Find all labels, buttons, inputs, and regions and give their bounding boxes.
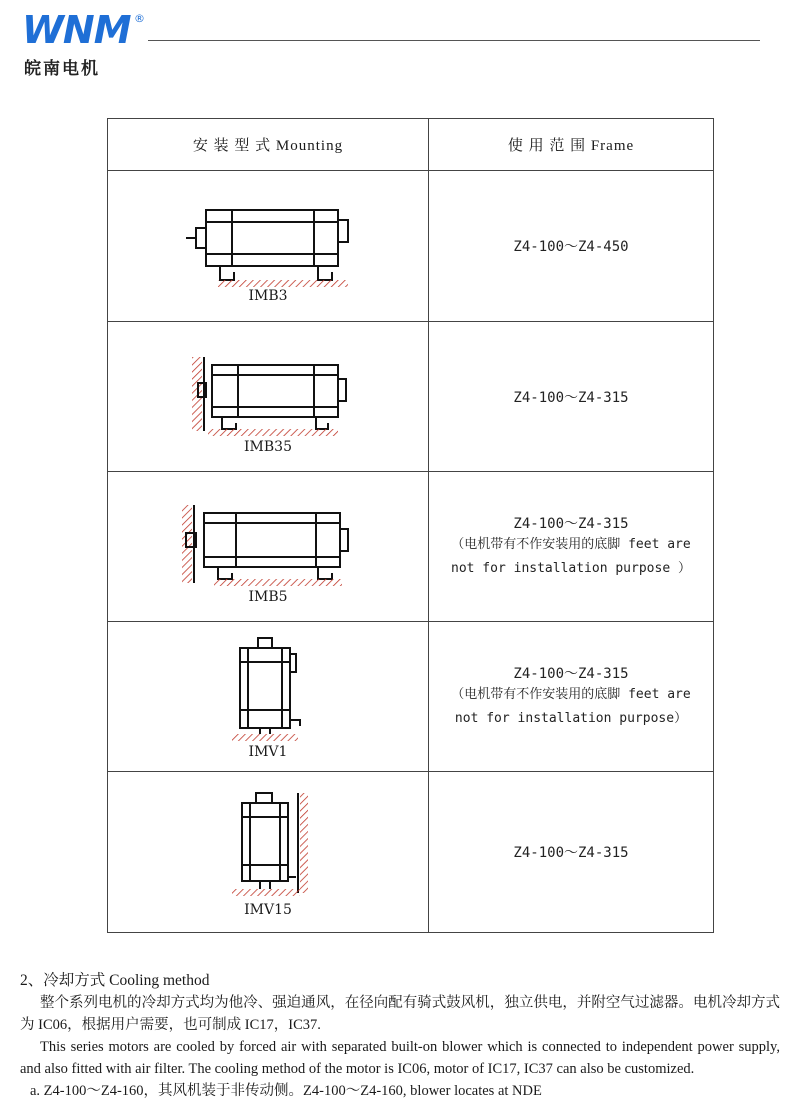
table-row bbox=[108, 772, 714, 933]
frame-note: （电机带有不作安装用的底脚 feet are bbox=[451, 686, 691, 702]
mounting-label: IMB3 bbox=[248, 288, 288, 304]
section-title: 2、冷却方式 Cooling method bbox=[20, 972, 210, 989]
logo-chinese-name: 皖南电机 bbox=[24, 59, 100, 79]
mounting-cell bbox=[108, 622, 429, 772]
mounting-cell bbox=[108, 322, 429, 472]
mounting-table bbox=[107, 118, 714, 933]
imv15-diagram-icon bbox=[168, 787, 368, 902]
mounting-label: IMV15 bbox=[244, 901, 292, 918]
frame-cell bbox=[429, 472, 714, 622]
frame-note: not for installation purpose ） bbox=[451, 560, 691, 576]
frame-range: Z4-100～Z4-315 bbox=[513, 515, 629, 532]
header-frame: 使 用 范 围 Frame bbox=[429, 119, 714, 171]
frame-range: Z4-100～Z4-315 bbox=[513, 845, 629, 861]
frame-cell bbox=[429, 171, 714, 322]
table-row bbox=[108, 322, 714, 472]
mounting-label: IMB35 bbox=[244, 438, 292, 455]
mounting-label: IMB5 bbox=[248, 588, 288, 605]
paragraph-chinese: 整个系列电机的冷却方式均为他冷、强迫通风，在径向配有骑式鼓风机，独立供电，并附空气过滤器。电机冷却方式为 IC06，根据用户需要，也可制成 IC17，IC37. bbox=[20, 995, 780, 1033]
frame-note: not for installation purpose） bbox=[454, 710, 688, 726]
mounting-label: IMV1 bbox=[248, 743, 288, 760]
mounting-cell bbox=[108, 472, 429, 622]
imv1-diagram-icon bbox=[168, 634, 368, 744]
frame-cell bbox=[429, 772, 714, 933]
registered-mark: ® bbox=[134, 12, 145, 25]
frame-range: Z4-100～Z4-315 bbox=[513, 389, 629, 406]
list-item-a: a. Z4-100～Z4-160，其风机装于非传动侧。Z4-100～Z4-160, blower locates at NDE bbox=[30, 1083, 542, 1099]
table-row bbox=[108, 472, 714, 622]
mounting-cell bbox=[108, 171, 429, 322]
paragraph-english: This series motors are cooled by forced air with separated built-on blower which is connected to independent power supply, and also fitted with air filter. The cooling method of the motor is IC06, motor of IC17, IC37 can also be customized. bbox=[20, 1039, 780, 1077]
header-rule bbox=[148, 40, 760, 41]
table-header-row bbox=[108, 119, 714, 171]
imb3-diagram-icon bbox=[168, 188, 368, 288]
frame-note: （电机带有不作安装用的底脚 feet are bbox=[451, 536, 691, 552]
frame-cell bbox=[429, 322, 714, 472]
cooling-section bbox=[20, 970, 780, 1102]
imb5-diagram-icon bbox=[168, 489, 368, 589]
header-mounting: 安 装 型 式 Mounting bbox=[108, 119, 429, 171]
frame-cell bbox=[429, 622, 714, 772]
table-row bbox=[108, 622, 714, 772]
logo-wordmark: WNM bbox=[22, 8, 131, 52]
frame-range: Z4-100～Z4-450 bbox=[513, 239, 629, 255]
company-logo bbox=[22, 10, 162, 80]
mounting-cell bbox=[108, 772, 429, 933]
imb35-diagram-icon bbox=[168, 339, 368, 439]
table-row bbox=[108, 171, 714, 322]
frame-range: Z4-100～Z4-315 bbox=[513, 665, 629, 682]
